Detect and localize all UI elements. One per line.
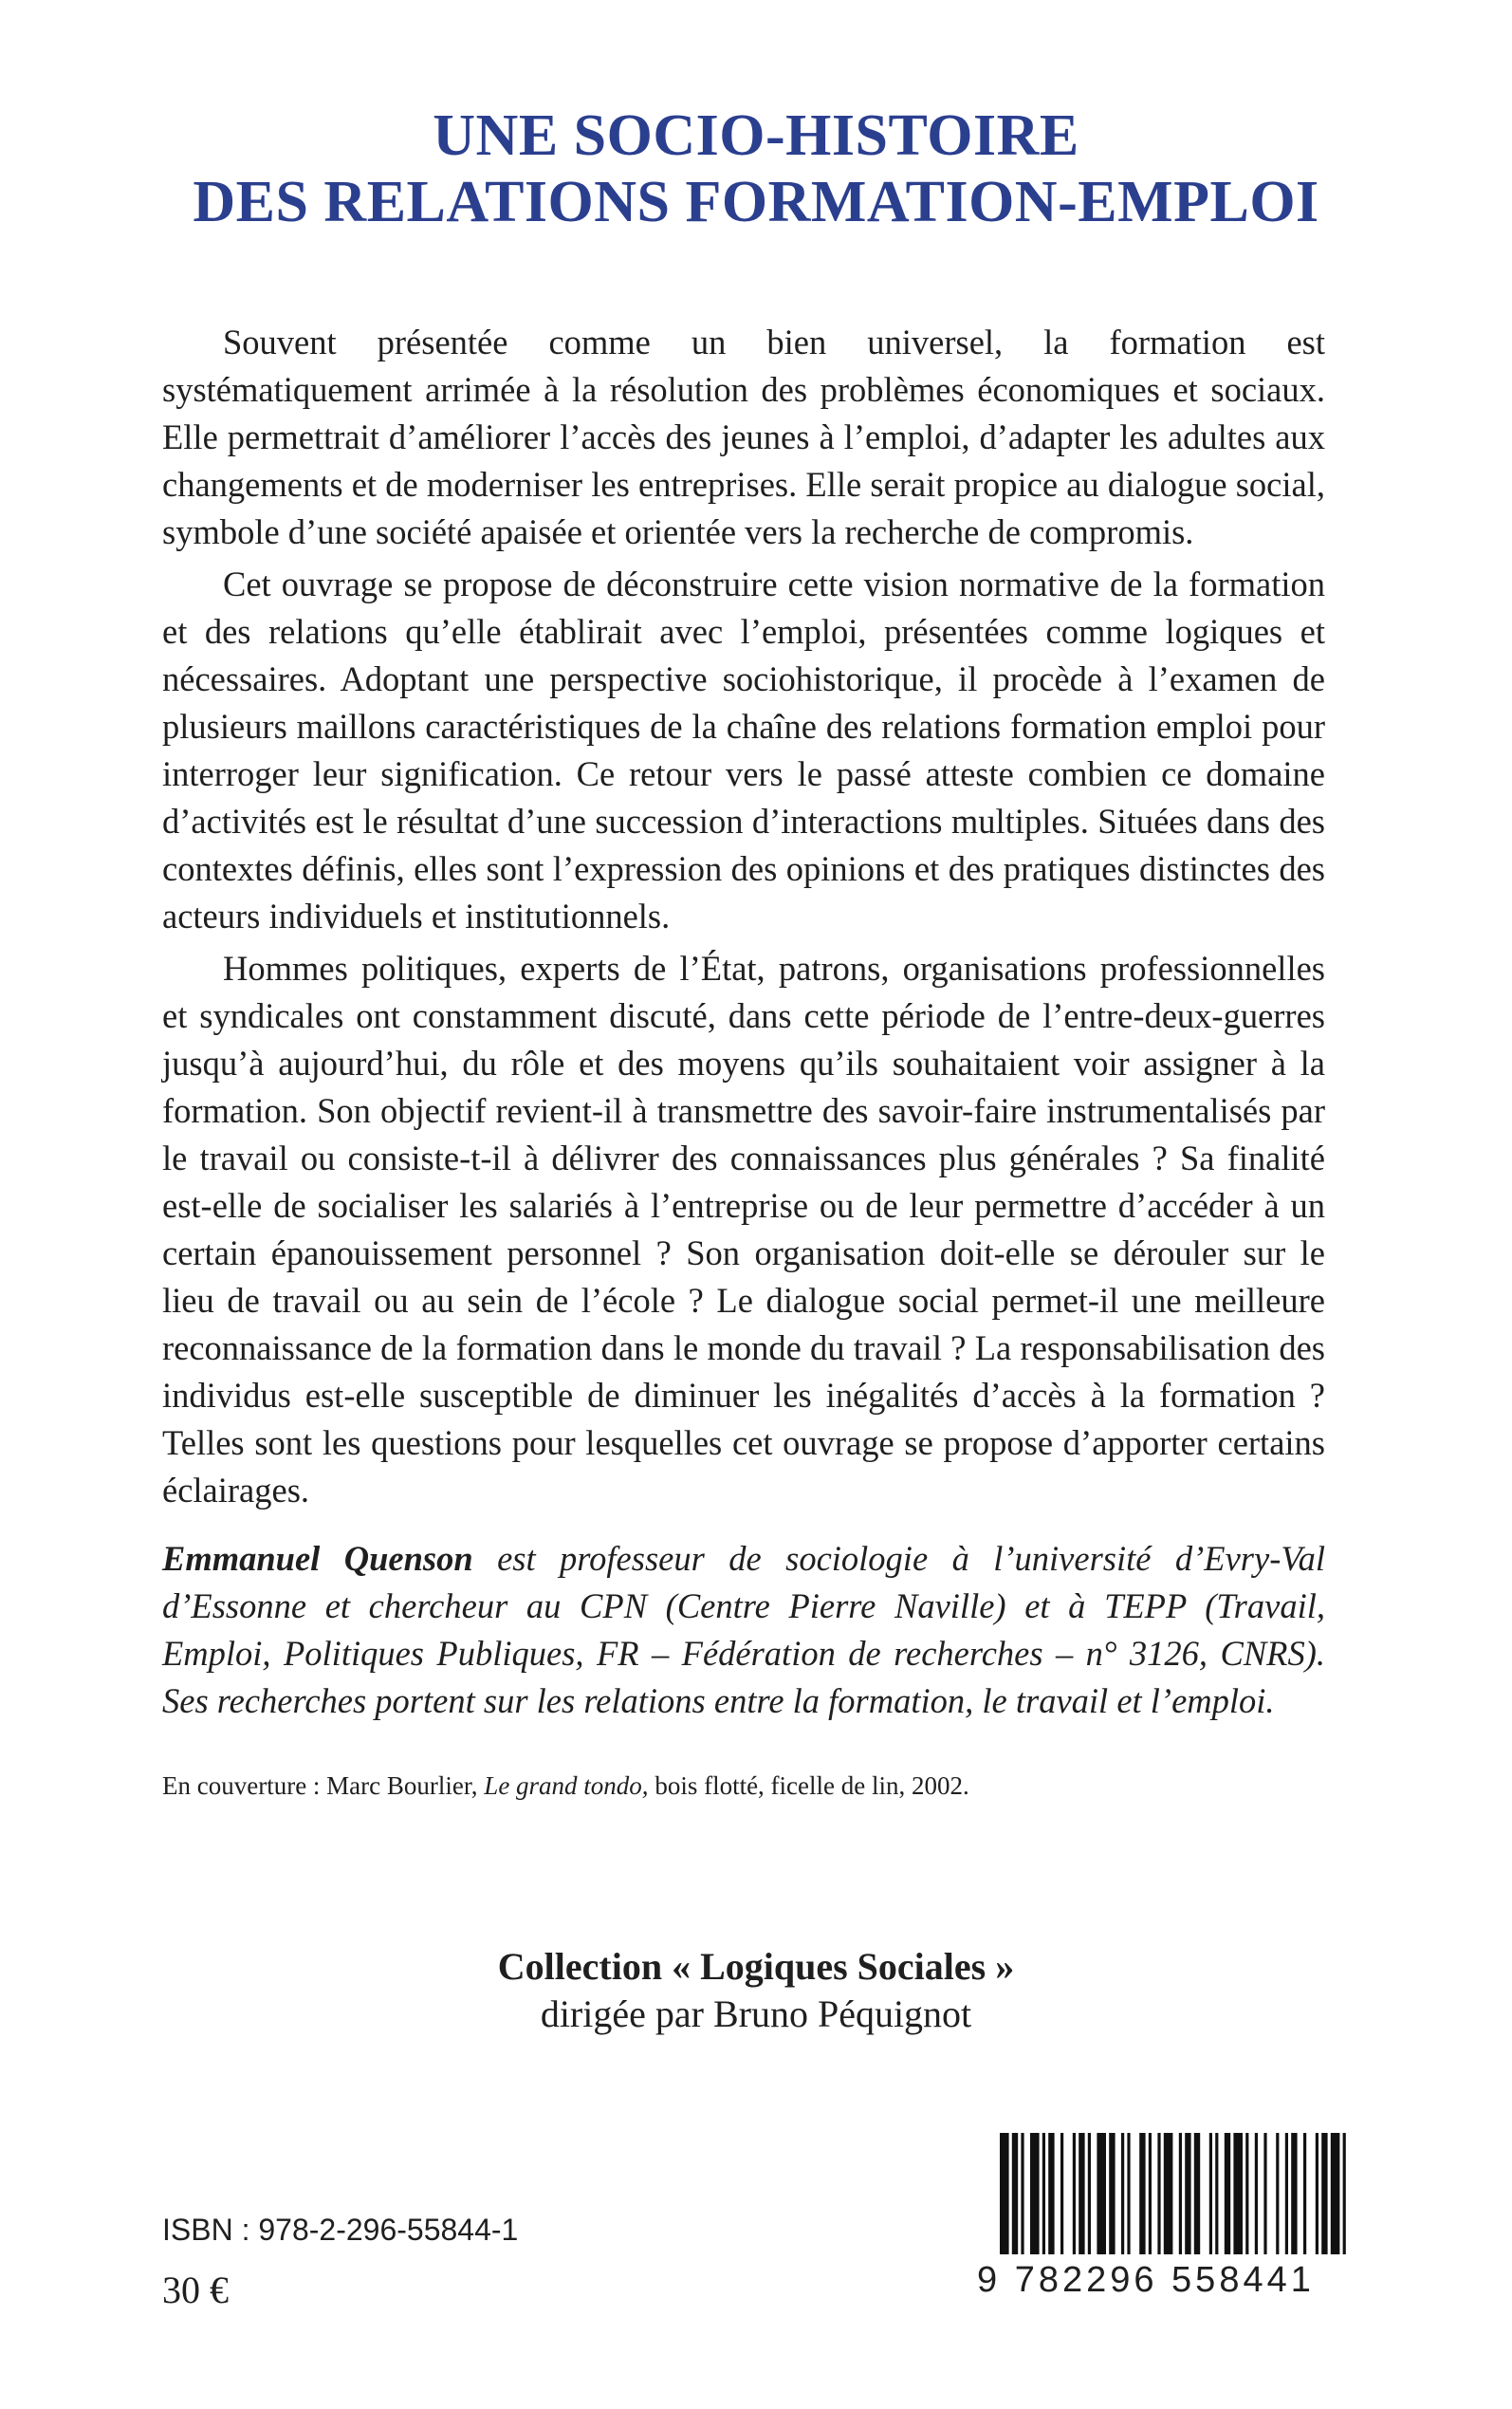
barcode-bar (1303, 2133, 1306, 2254)
barcode-bar (1109, 2133, 1115, 2254)
barcode-bar (1215, 2133, 1218, 2254)
barcode-bar (1012, 2133, 1018, 2254)
barcode-bar (1209, 2133, 1212, 2254)
barcode-bar (1088, 2133, 1091, 2254)
barcode-bar (1245, 2133, 1248, 2254)
barcode-bar (1048, 2133, 1054, 2254)
barcode-bar (1316, 2133, 1318, 2254)
author-name: Emmanuel Quenson (162, 1539, 473, 1578)
barcode (977, 2133, 1356, 2351)
collection-info (0, 1943, 1512, 2038)
barcode-bar (1233, 2133, 1243, 2254)
barcode-bar (1164, 2133, 1173, 2254)
book-title (0, 102, 1512, 235)
barcode-bar (1255, 2133, 1258, 2254)
barcode-bar (1139, 2133, 1145, 2254)
isbn: ISBN : 978-2-296-55844-1 (162, 2213, 519, 2247)
credit-work-title: Le grand tondo, (484, 1771, 649, 1800)
barcode-bar (1097, 2133, 1106, 2254)
title-line-1: UNE SOCIO-HISTOIRE (433, 103, 1079, 168)
barcode-bar (1157, 2133, 1160, 2254)
credit-suffix: bois flotté, ficelle de lin, 2002. (648, 1771, 969, 1800)
collection-name: Collection « Logiques Sociales » (497, 1945, 1015, 1988)
barcode-bar (1194, 2133, 1200, 2254)
title-line-2: DES RELATIONS FORMATION-EMPLOI (193, 170, 1319, 234)
barcode-bar (1331, 2133, 1340, 2254)
barcode-bar (1225, 2133, 1230, 2254)
barcode-bar (1276, 2133, 1279, 2254)
cover-credit (162, 1770, 1325, 1802)
barcode-bar (1073, 2133, 1076, 2254)
barcode-bar (1127, 2133, 1130, 2254)
barcode-bar (1121, 2133, 1124, 2254)
blurb-paragraph-3: Hommes politiques, experts de l’État, patrons, organisations professionnelles et syndicales ont constamment discuté, dans cette période de l’entre-deux-guerres jusqu’à aujourd’hui, du rôle et des moyens qu’ils souhaitaient voir assigner à la formation. Son objectif revient-il à transmettre des savoir-faire instrumentalisés par le travail ou consiste-t-il à délivrer des connaissances plus générales ? Sa finalité est-elle de socialiser les salariés à l’entreprise ou de leur permettre d’accéder à un certain épanouissement personnel ? Son organisation doit-elle se dérouler sur le lieu de travail ou au sein de l’école ? Le dialogue social permet-il une meilleure reconnaissance de la formation dans le monde du travail ? La responsabilisation des individus est-elle susceptible de diminuer les inégalités d’accès à la formation ? Telles sont les questions pour lesquelles cet ouvrage se propose d’apporter certains éclairages. (162, 949, 1325, 1510)
barcode-bar (1285, 2133, 1288, 2254)
credit-prefix: En couverture : Marc Bourlier, (162, 1771, 485, 1800)
barcode-bar (1343, 2133, 1346, 2254)
price: 30 € (162, 2269, 229, 2311)
barcode-bar (1079, 2133, 1084, 2254)
barcode-bar (1179, 2133, 1182, 2254)
barcode-bar (1060, 2133, 1063, 2254)
barcode-bar (1030, 2133, 1040, 2254)
blurb-paragraph-2: Cet ouvrage se propose de déconstruire cette vision normative de la formation et des relations qu’elle établirait avec l’emploi, présentées comme logiques et nécessaires. Adoptant une perspective sociohistorique, il procède à l’examen de plusieurs maillons caractéristiques de la chaîne des relations formation emploi pour interroger leur signification. Ce retour vers le passé atteste combien ce domaine d’activités est le résultat d’une succession d’interactions multiples. Situées dans des contextes définis, elles sont l’expression des opinions et des pratiques distinctes des acteurs individuels et institutionnels. (162, 565, 1325, 936)
blurb (162, 319, 1325, 1519)
barcode-bar (1021, 2133, 1023, 2254)
barcode-digits: 9 782296 558441 (977, 2260, 1315, 2300)
blurb-paragraph-1: Souvent présentée comme un bien universel, la formation est systématiquement arrimée à la résolution des problèmes économiques et sociaux. Elle permettrait d’améliorer l’accès des jeunes à l’emploi, d’adapter les adultes aux changements et de moderniser les entreprises. Elle serait propice au dialogue social, symbole d’une société apaisée et orientée vers la recherche de compromis. (162, 323, 1325, 551)
barcode-bar (1321, 2133, 1327, 2254)
barcode-bar (1291, 2133, 1297, 2254)
barcode-bar (1000, 2133, 1009, 2254)
collection-director: dirigée par Bruno Péquignot (540, 1992, 972, 2035)
barcode-bar (1263, 2133, 1266, 2254)
author-bio (162, 1535, 1325, 1725)
author-bio-text: est professeur de sociologie à l’université d’Evry-Val d’Essonne et chercheur au CPN (Centre Pierre Naville) et à TEPP (Travail, Emploi, Politiques Publiques, FR – Fédération de recherches – n° 3126, CNRS). Ses recherches portent sur les relations entre la formation, le travail et l’emploi. (162, 1539, 1325, 1720)
barcode-bar (1149, 2133, 1152, 2254)
barcode-bar (1185, 2133, 1190, 2254)
barcode-bar (1042, 2133, 1045, 2254)
